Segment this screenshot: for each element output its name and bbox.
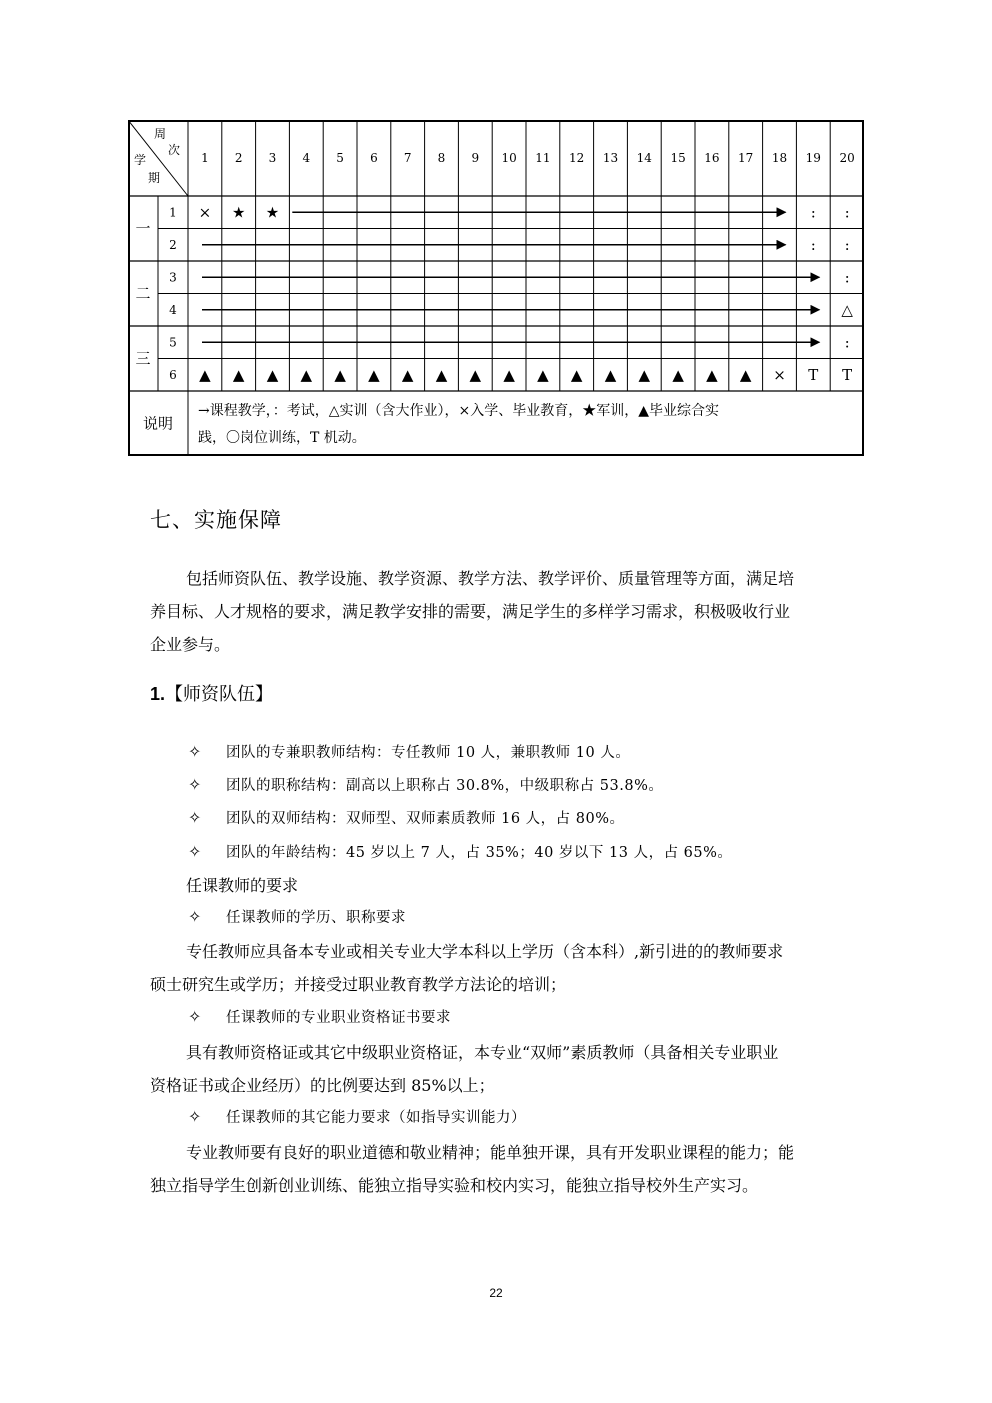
teaching-schedule-table <box>128 120 864 456</box>
week-number: 10 <box>501 151 517 165</box>
schedule-symbol: ▲ <box>638 365 651 384</box>
schedule-symbol: × <box>198 203 212 222</box>
schedule-symbol: ★ <box>265 203 280 222</box>
legend-label: 说明 <box>142 414 174 433</box>
requirement-title <box>188 1106 526 1127</box>
schedule-symbol: T <box>842 365 853 384</box>
bullet-item <box>188 774 663 795</box>
subsection-title: 【师资队伍】 <box>165 684 274 705</box>
diamond-bullet-icon: ✧ <box>188 842 202 861</box>
requirement-text: 独立指导学生创新创业训练、能独立指导实验和校内实习，能独立指导校外生产实习。 <box>150 1176 759 1195</box>
schedule-symbol: △ <box>841 300 853 319</box>
diamond-bullet-icon: ✧ <box>188 808 202 827</box>
requirement-title <box>188 1006 451 1027</box>
requirement-text: 资格证书或企业经历）的比例要达到 85%以上； <box>150 1076 495 1095</box>
legend-text: →课程教学，：考试，△实训（含大作业），×入学、毕业教育，★军训，▲毕业综合实 <box>198 403 719 419</box>
requirements-heading: 任课教师的要求 <box>186 876 299 895</box>
schedule-symbol: ▲ <box>469 365 482 384</box>
academic-year-label: 二 <box>135 284 151 303</box>
schedule-symbol: ▲ <box>739 365 752 384</box>
requirement-text: 具有教师资格证或其它中级职业资格证，本专业“双师”素质教师（具备相关专业职业 <box>186 1043 779 1062</box>
week-number: 9 <box>471 151 480 165</box>
schedule-symbol: ▲ <box>435 365 448 384</box>
semester-number: 1 <box>169 205 177 220</box>
subsection-heading <box>150 680 273 706</box>
section-title: 七、实施保障 <box>150 508 282 532</box>
schedule-symbol: × <box>773 365 786 384</box>
bullet-text: 团队的专兼职教师结构：专任教师 10 人，兼职教师 10 人。 <box>226 745 631 761</box>
bullet-text: 团队的年龄结构：45 岁以上 7 人，占 35%；40 岁以下 13 人，占 65%。 <box>226 845 733 861</box>
diamond-bullet-icon: ✧ <box>188 907 202 926</box>
diamond-bullet-icon: ✧ <box>188 1007 202 1026</box>
schedule-symbol: ▲ <box>672 365 684 384</box>
requirement-text: 专任教师应具备本专业或相关专业大学本科以上学历（含本科）,新引进的的教师要求 <box>186 942 784 961</box>
corner-term-label: 期 <box>147 171 161 185</box>
week-number: 12 <box>569 151 585 165</box>
diamond-bullet-icon: ✧ <box>188 742 202 761</box>
schedule-symbol: ▲ <box>199 365 211 384</box>
bullet-item <box>188 741 630 762</box>
legend-text: 践，〇岗位训练，T 机动。 <box>198 430 366 446</box>
diamond-bullet-icon: ✧ <box>188 1107 202 1126</box>
semester-number: 6 <box>169 367 177 382</box>
schedule-symbol: : <box>810 235 816 254</box>
requirement-title <box>188 906 406 927</box>
schedule-symbol: : <box>844 268 850 287</box>
bullet-item <box>188 807 625 828</box>
page-number: 22 <box>489 1286 503 1300</box>
academic-year-label: 一 <box>135 219 151 238</box>
requirement-text: 专业教师要有良好的职业道德和敬业精神；能单独开课，具有开发职业课程的能力；能 <box>186 1143 795 1162</box>
week-number: 15 <box>670 151 686 165</box>
schedule-symbol: ▲ <box>604 365 617 384</box>
week-number: 16 <box>704 151 720 165</box>
week-number: 7 <box>403 151 412 165</box>
week-number: 5 <box>336 151 344 165</box>
week-number: 13 <box>602 151 619 165</box>
semester-number: 2 <box>169 237 177 252</box>
intro-paragraph <box>150 562 844 595</box>
schedule-symbol: ▲ <box>266 365 279 384</box>
schedule-symbol: ▲ <box>401 365 414 384</box>
week-number: 17 <box>738 151 754 165</box>
schedule-symbol: : <box>844 333 850 352</box>
schedule-symbol: : <box>810 203 816 222</box>
intro-line-3: 企业参与。 <box>150 635 231 654</box>
week-number: 6 <box>370 151 378 165</box>
schedule-symbol: T <box>808 365 819 384</box>
week-number: 8 <box>437 151 446 165</box>
schedule-symbol: ▲ <box>232 365 245 384</box>
week-number: 2 <box>234 151 243 165</box>
intro-line-1: 包括师资队伍、教学设施、教学资源、教学方法、教学评价、质量管理等方面，满足培 <box>186 569 795 588</box>
intro-line-2: 养目标、人才规格的要求，满足教学安排的需要，满足学生的多样学习需求，积极吸收行业 <box>150 602 791 621</box>
requirement-text: 硕士研究生或学历；并接受过职业教育教学方法论的培训； <box>150 975 567 994</box>
subsection-number: 1. <box>150 684 166 704</box>
schedule-symbol: ▲ <box>503 365 515 384</box>
week-number: 20 <box>839 151 855 165</box>
week-number: 14 <box>636 151 652 165</box>
corner-week-label: 次 <box>167 143 181 157</box>
schedule-symbol: ▲ <box>706 365 718 384</box>
schedule-symbol: ▲ <box>300 365 313 384</box>
academic-year-label: 三 <box>135 349 151 368</box>
semester-number: 5 <box>169 335 177 350</box>
bullet-text: 团队的双师结构：双师型、双师素质教师 16 人，占 80%。 <box>226 811 625 827</box>
bullet-item <box>188 841 732 862</box>
semester-number: 3 <box>169 270 177 285</box>
requirement-title-text: 任课教师的专业职业资格证书要求 <box>226 1010 451 1026</box>
schedule-symbol: ▲ <box>368 365 380 384</box>
week-number: 3 <box>268 151 277 165</box>
schedule-symbol: : <box>844 235 850 254</box>
bullet-text: 团队的职称结构：副高以上职称占 30.8%，中级职称占 53.8%。 <box>226 778 664 794</box>
week-number: 19 <box>805 151 821 165</box>
requirement-title-text: 任课教师的其它能力要求（如指导实训能力） <box>226 1110 526 1126</box>
semester-number: 4 <box>169 302 177 317</box>
week-number: 1 <box>201 151 209 165</box>
corner-term-label: 学 <box>133 153 147 167</box>
schedule-symbol: ▲ <box>570 365 583 384</box>
week-number: 18 <box>771 151 788 165</box>
requirement-title-text: 任课教师的学历、职称要求 <box>226 910 406 926</box>
schedule-symbol: : <box>844 203 850 222</box>
schedule-symbol: ▲ <box>537 365 549 384</box>
week-number: 11 <box>535 151 551 165</box>
week-number: 4 <box>302 151 311 165</box>
corner-week-label: 周 <box>153 127 167 141</box>
schedule-symbol: ★ <box>231 203 246 222</box>
schedule-symbol: ▲ <box>334 365 346 384</box>
diamond-bullet-icon: ✧ <box>188 775 202 794</box>
